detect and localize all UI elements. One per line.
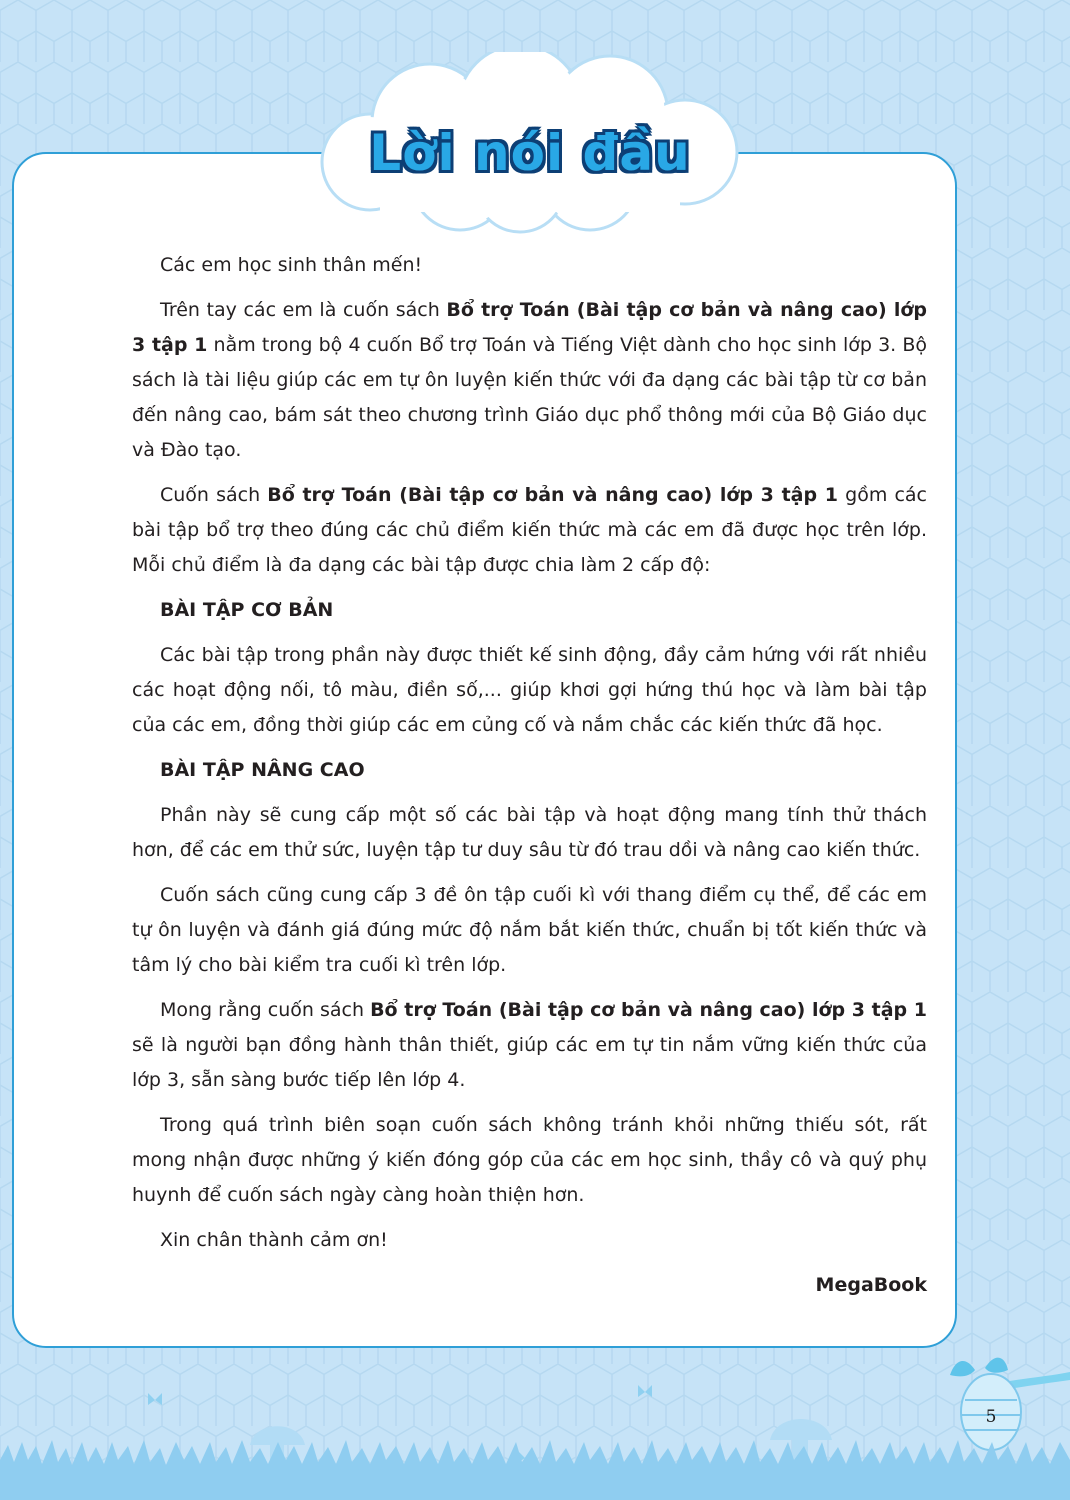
paragraph-basic: Các bài tập trong phần này được thiết kế sinh động, đầy cảm hứng với rất nhiều các hoạt động nối, tô màu, điền số,... giúp khơi gợi hứng thú học và làm bài tập của các em, đồng thời giúp các em củng cố và nắm chắc các kiến thức đã học. [132, 644, 927, 736]
page-number: 5 [985, 1407, 997, 1427]
paragraph-feedback: Trong quá trình biên soạn cuốn sách không tránh khỏi những thiếu sót, rất mong nhận được những ý kiến đóng góp của các em học sinh, thầy cô và quý phụ huynh để cuốn sách ngày càng hoàn thiện hơn. [132, 1114, 927, 1206]
signature: MegaBook [815, 1274, 927, 1296]
paragraph-exams: Cuốn sách cũng cung cấp 3 đề ôn tập cuối kì với thang điểm cụ thể, để các em tự ôn luyện và đánh giá đúng mức độ nắm bắt kiến thức, chuẩn bị tốt kiến thức và tâm lý cho bài kiểm tra cuối kì trên lớp. [132, 884, 927, 976]
greeting-paragraph: Các em học sinh thân mến! [160, 254, 423, 276]
paragraph-intro: Trên tay các em là cuốn sách Bổ trợ Toán (Bài tập cơ bản và nâng cao) lớp 3 tập 1 nằm trong bộ 4 cuốn Bổ trợ Toán và Tiếng Việt dành cho học sinh lớp 3. Bộ sách là tài liệu giúp các em tự ôn luyện kiến thức với đa dạng các bài tập từ cơ bản đến nâng cao, bám sát theo chương trình Giáo dục phổ thông mới của Bộ Giáo dục và Đào tạo. [132, 299, 928, 461]
preface-content [132, 248, 927, 1313]
butterfly-icon [148, 1385, 652, 1462]
thanks-paragraph: Xin chân thành cảm ơn! [160, 1229, 388, 1251]
page-title: Lời nói đầu [369, 124, 691, 182]
heading-advanced: BÀI TẬP NÂNG CAO [160, 759, 365, 781]
grass [0, 1440, 1070, 1500]
heading-basic: BÀI TẬP CƠ BẢN [160, 599, 334, 621]
paragraph-structure: Cuốn sách Bổ trợ Toán (Bài tập cơ bản và nâng cao) lớp 3 tập 1 gồm các bài tập bổ trợ theo đúng các chủ điểm kiến thức mà các em đã được học trên lớp. Mỗi chủ điểm là đa dạng các bài tập được chia làm 2 cấp độ: [132, 484, 927, 576]
paragraph-hope: Mong rằng cuốn sách Bổ trợ Toán (Bài tập cơ bản và nâng cao) lớp 3 tập 1 sẽ là người bạn đồng hành thân thiết, giúp các em tự tin nắm vững kiến thức của lớp 3, sẵn sàng bước tiếp lên lớp 4. [132, 999, 927, 1091]
paragraph-advanced: Phần này sẽ cung cấp một số các bài tập và hoạt động mang tính thử thách hơn, để các em thử sức, luyện tập tư duy sâu từ đó trau dồi và nâng cao kiến thức. [132, 804, 927, 861]
bottom-decoration [0, 1350, 1070, 1500]
